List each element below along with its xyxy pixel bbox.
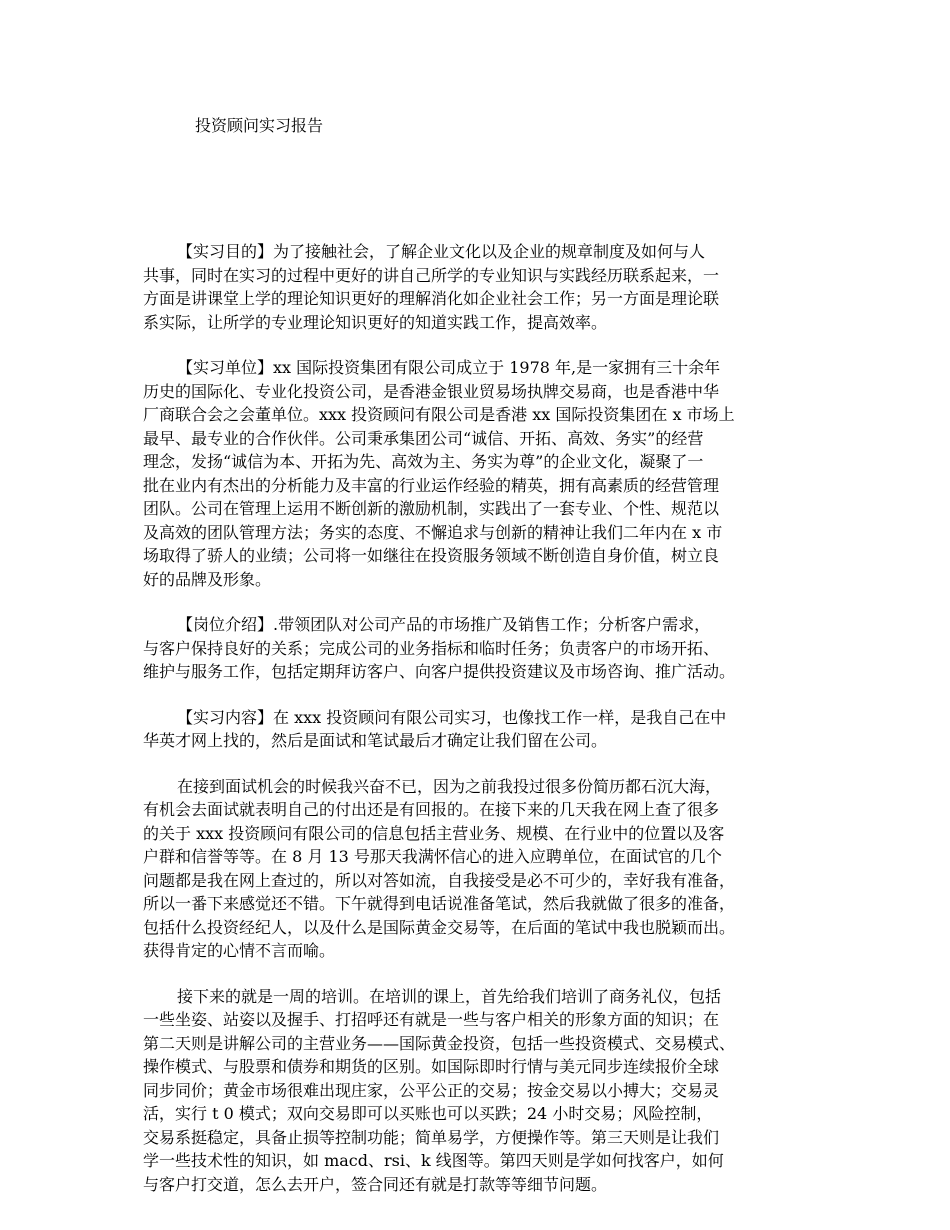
text-line: 及高效的团队管理方法；务实的态度、不懈追求与创新的精神让我们二年内在 x 市 [143,522,723,542]
paragraph-content [143,706,807,753]
text-line: 在接到面试机会的时候我兴奋不已，因为之前我投过很多份简历都石沉大海， [177,776,722,796]
text-line: 获得肯定的心情不言而喻。 [143,941,336,960]
text-line: 【岗位介绍】.带领团队对公司产品的市场推广及销售工作；分析客户需求， [177,615,711,634]
text-line: 的关于 xxx 投资顾问有限公司的信息包括主营业务、规模、在行业中的位置以及客 [143,823,725,843]
text-line: 系实际，让所学的专业理论知识更好的知道实践工作，提高效率。 [143,312,608,332]
text-line: 团队。公司在管理上运用不断创新的激励机制，实践出了一套专业、个性、规范以 [143,499,720,518]
text-line: 理念，发扬“诚信为本、开拓为先、高效为主、务实为尊”的企业文化，凝聚了一 [143,452,704,471]
text-line: 历史的国际化、专业化投资公司，是香港金银业贸易场执牌交易商，也是香港中华 [143,381,720,401]
text-line: 活，实行 t 0 模式；双向交易即可以买账也可以买跌；24 小时交易；风险控制， [143,1104,713,1123]
document-body [143,240,807,1218]
text-line: 最早、最专业的合作伙伴。公司秉承集团公司“诚信、开拓、高效、务实”的经营 [143,428,704,448]
paragraph-interview [143,775,807,963]
document-title: 投资顾问实习报告 [195,116,324,135]
paragraph-company [143,356,807,591]
text-line: 华英才网上找的，然后是面试和笔试最后才确定让我们留在公司。 [143,731,608,750]
text-line: 问题都是我在网上查过的，所以对答如流，自我接受是必不可少的，幸好我有准备， [143,870,736,890]
text-line: 与客户保持良好的关系；完成公司的业务指标和临时任务；负责客户的市场开拓、 [143,638,720,658]
paragraph-training [143,985,807,1197]
text-line: 操作模式、与股票和债券和期货的区别。如国际即时行情与美元同步连续报价全球 [143,1057,720,1076]
text-line: 厂商联合会之会董单位。xxx 投资顾问有限公司是香港 xx 国际投资集团在 x 市场上 [143,405,735,424]
text-line: 共事，同时在实习的过程中更好的讲自己所学的专业知识与实践经历联系起来，一 [143,265,720,285]
text-line: 学一些技术性的知识，如 macd、rsi、k 线图等。第四天则是学如何找客户，如何 [143,1151,724,1170]
text-line: 场取得了骄人的业绩；公司将一如继往在投资服务领域不断创造自身价值，树立良 [143,546,720,565]
text-line: 有机会去面试就表明自己的付出还是有回报的。在接下来的几天我在网上查了很多 [143,800,720,819]
text-line: 【实习内容】在 xxx 投资顾问有限公司实习，也像找工作一样，是我自己在中 [177,707,727,727]
text-line: 接下来的就是一周的培训。在培训的课上，首先给我们培训了商务礼仪，包括 [177,986,722,1006]
text-line: 【实习单位】xx 国际投资集团有限公司成立于 1978 年,是一家拥有三十余年 [177,358,721,377]
text-line: 好的品牌及形象。 [143,569,272,589]
paragraph-position [143,613,807,684]
text-line: 户群和信誉等等。在 8 月 13 号那天我满怀信心的进入应聘单位，在面试官的几个 [143,847,722,866]
text-line: 维护与服务工作，包括定期拜访客户、向客户提供投资建议及市场咨询、推广活动。 [143,662,736,681]
text-line: 一些坐姿、站姿以及握手、打招呼还有就是一些与客户相关的形象方面的知识；在 [143,1010,720,1029]
text-line: 方面是讲课堂上学的理论知识更好的理解消化如企业社会工作；另一方面是理论联 [143,289,720,308]
text-line: 包括什么投资经纪人，以及什么是国际黄金交易等，在后面的笔试中我也脱颖而出。 [143,917,736,937]
paragraph-purpose [143,240,807,334]
text-line: 【实习目的】为了接触社会，了解企业文化以及企业的规章制度及如何与人 [177,242,706,261]
text-line: 所以一番下来感觉还不错。下午就得到电话说准备笔试，然后我就做了很多的准备， [143,894,736,913]
text-line: 批在业内有杰出的分析能力及丰富的行业运作经验的精英，拥有高素质的经营管理 [143,475,720,495]
text-line: 交易系挺稳定，具备止损等控制功能；简单易学，方便操作等。第三天则是让我们 [143,1127,720,1147]
text-line: 第二天则是讲解公司的主营业务——国际黄金投资，包括一些投资模式、交易模式、 [143,1033,736,1053]
text-line: 与客户打交道，怎么去开户，签合同还有就是打款等等细节问题。 [143,1174,608,1194]
text-line: 同步同价；黄金市场很难出现庄家，公平公正的交易；按金交易以小搏大；交易灵 [143,1080,720,1100]
